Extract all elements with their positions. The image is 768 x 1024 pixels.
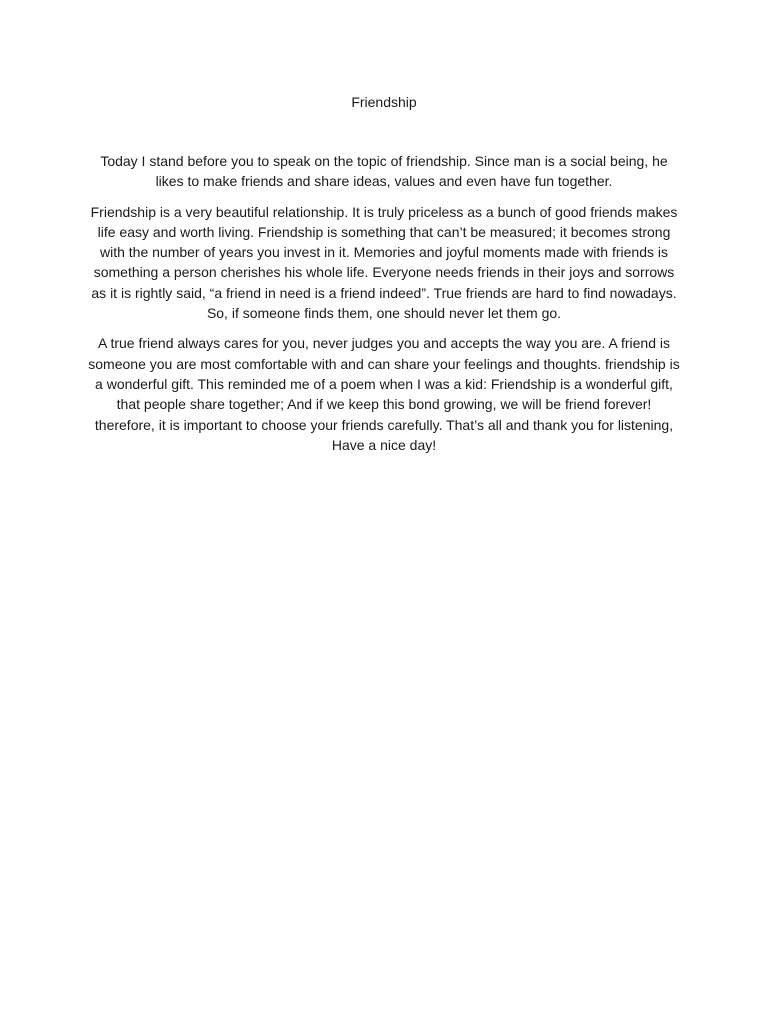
- document-body: [86, 151, 682, 465]
- document-title: Friendship: [351, 94, 417, 110]
- paragraph-true-friend: A true friend always cares for you, never judges you and accepts the way you are. A friend is someone you are most comfortable with and can share your feelings and thoughts. friendship is a wonderful gift. This reminded me of a poem when I was a kid: Friendship is a wonderful gift, that people share together; And if we keep this bond growing, we will be friend forever! therefore, it is important to choose your friends carefully. That’s all and thank you for listening, Have a nice day!: [88, 335, 680, 453]
- paragraph-intro: Today I stand before you to speak on the topic of friendship. Since man is a social being, he likes to make friends and share ideas, values and even have fun together.: [100, 153, 668, 190]
- paragraph-relationship: Friendship is a very beautiful relationship. It is truly priceless as a bunch of good friends makes life easy and worth living. Friendship is something that can’t be measured; it becomes strong with the number of years you invest in it. Memories and joyful moments made with friends is something a person cherishes his whole life. Everyone needs friends in their joys and sorrows as it is rightly said, “a friend in need is a friend indeed”. True friends are hard to find nowadays. So, if someone finds them, one should never let them go.: [90, 203, 678, 322]
